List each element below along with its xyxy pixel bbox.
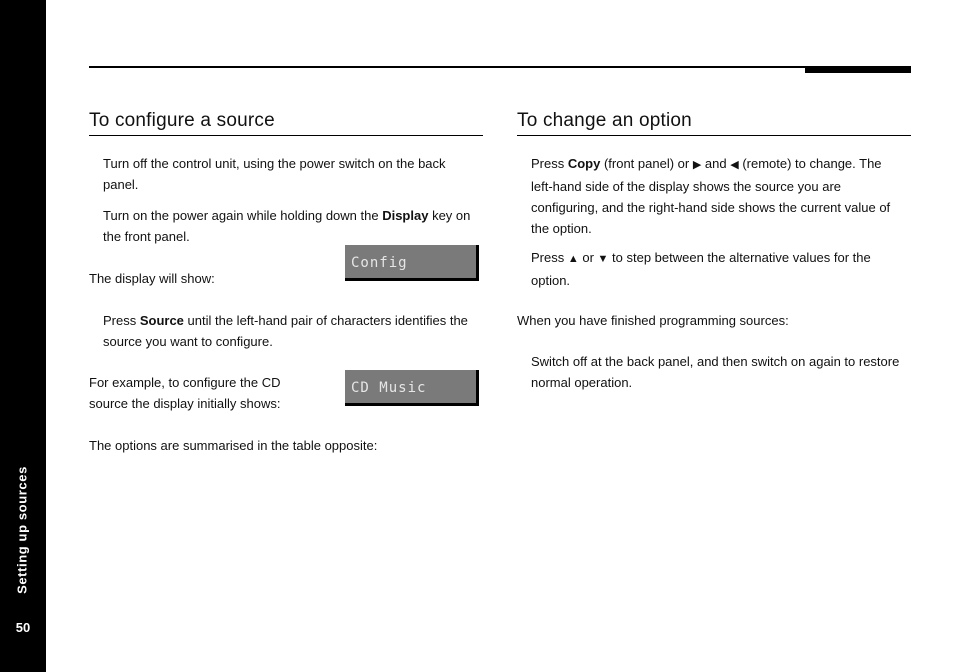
- finished-text: When you have finished programming sources:: [517, 313, 789, 328]
- display-key: Display: [382, 208, 429, 223]
- right-heading: To change an option: [517, 110, 911, 136]
- display-will-show-text: The display will show:: [89, 271, 215, 286]
- up-triangle-icon: ▲: [567, 253, 579, 265]
- right-step-3: Switch off at the back panel, and then switch on again to restore normal operation.: [531, 354, 900, 390]
- left-step-2: Turn on the power again while holding down the Display key on the front panel.: [103, 208, 471, 244]
- lcd-display-config: Config: [345, 245, 479, 281]
- right-step-1: Press Copy (front panel) or ▶ and ◀ (remote) to change. The left-hand side of the display shows the source you are configuring, and the right-hand side shows the current value of the option.: [531, 156, 891, 236]
- source-key: Source: [139, 313, 184, 328]
- left-step-3: Press Source until the left-hand pair of characters identifies the source you want to configure.: [103, 313, 468, 349]
- page-number: 50: [15, 620, 31, 635]
- header-rule-tab: [805, 66, 911, 73]
- left-triangle-icon: ◀: [730, 159, 739, 171]
- lcd-display-cd-music: CD Music: [345, 370, 479, 406]
- right-step-2: Press ▲ or ▼ to step between the alternative values for the option.: [531, 250, 871, 288]
- example-text: For example, to configure the CD source the display initially shows:: [89, 375, 281, 411]
- left-step-1: Turn off the control unit, using the power switch on the back panel.: [103, 156, 446, 192]
- copy-key: Copy: [567, 156, 601, 171]
- right-triangle-icon: ▶: [692, 159, 702, 171]
- header-rule: [89, 66, 911, 68]
- sidebar: [0, 0, 46, 672]
- section-title: Setting up sources: [14, 466, 30, 594]
- down-triangle-icon: ▼: [597, 253, 609, 265]
- left-heading: To configure a source: [89, 110, 483, 136]
- summary-text: The options are summarised in the table opposite:: [89, 438, 378, 453]
